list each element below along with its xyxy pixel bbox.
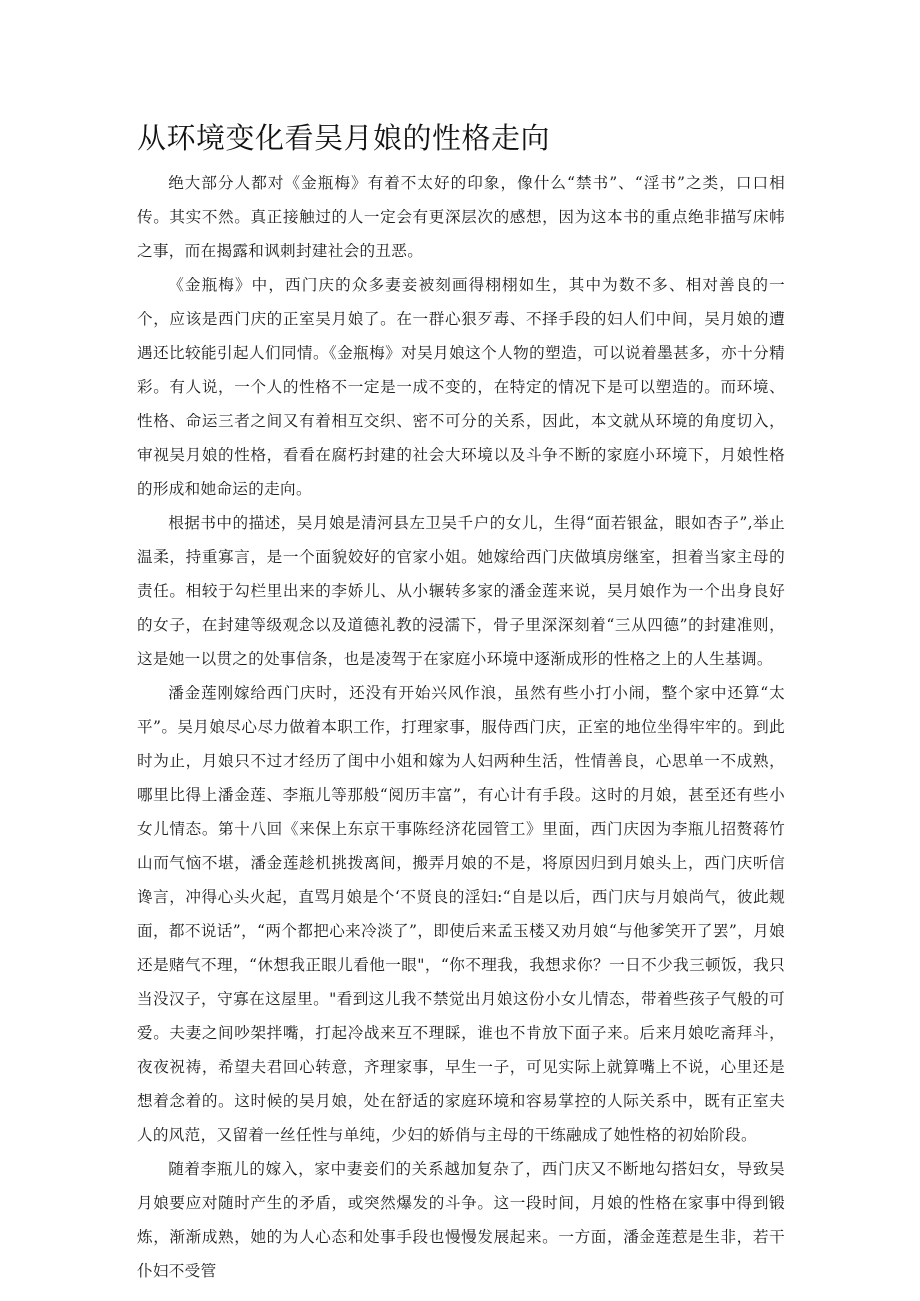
article-body bbox=[137, 166, 785, 1288]
paragraph: 随着李瓶儿的嫁入，家中妻妾们的关系越加复杂了，西门庆又不断地勾搭妇女，导致吴月娘要应对随时产生的矛盾，或突然爆发的斗争。这一段时间，月娘的性格在家事中得到锻炼，渐渐成熟，她的为人心态和处事手段也慢慢发展起来。一方面，潘金莲惹是生非，若干仆妇不受管 bbox=[137, 1160, 785, 1280]
paragraph: 绝大部分人都对《金瓶梅》有着不太好的印象，像什么“禁书”、“淫书”之类，口口相传。其实不然。真正接触过的人一定会有更深层次的感想，因为这本书的重点绝非描写床帏之事，而在揭露和讽刺封建社会的丑恶。 bbox=[137, 174, 785, 260]
article-title: 从环境变化看吴月娘的性格走向 bbox=[137, 121, 551, 155]
paragraph: 根据书中的描述，吴月娘是清河县左卫吴千户的女儿，生得“面若银盆，眼如杏子”,举止温柔，持重寡言，是一个面貌姣好的官家小姐。她嫁给西门庆做填房继室，担着当家主母的责任。相较于勾栏里出来的李娇儿、从小辗转多家的潘金莲来说，吴月娘作为一个出身良好的女子，在封建等级观念以及道德礼教的浸濡下，骨子里深深刻着“三从四德”的封建准则，这是她一以贯之的处事信条，也是凌驾于在家庭小环境中逐渐成形的性格之上的人生基调。 bbox=[137, 514, 785, 668]
paragraph: 潘金莲刚嫁给西门庆时，还没有开始兴风作浪，虽然有些小打小闹，整个家中还算“太平”。吴月娘尽心尽力做着本职工作，打理家事，服侍西门庆，正室的地位坐得牢牢的。到此时为止，月娘只不过才经历了闺中小姐和嫁为人妇两种生活，性情善良，心思单一不成熟，哪里比得上潘金莲、李瓶儿等那般“阅历丰富”，有心计有手段。这时的月娘，甚至还有些小女儿情态。第十八回《来保上东京干事陈经济花园管工》里面，西门庆因为李瓶儿招赘蒋竹山而气恼不堪，潘金莲趁机挑拨离间，搬弄月娘的不是，将原因归到月娘头上，西门庆听信谗言，冲得心头火起，直骂月娘是个‘不贤良的淫妇:“自是以后，西门庆与月娘尚气，彼此觌面，都不说话”，“两个都把心来冷淡了”，即使后来孟玉楼又劝月娘“与他爹笑开了罢”，月娘还是赌气不理，“休想我正眼儿看他一眼"，“你不理我，我想求你？一日不少我三顿饭，我只当没汉子，守寡在这屋里。"看到这儿我不禁觉出月娘这份小女儿情态，带着些孩子气般的可爱。夫妻之间吵架拌嘴，打起冷战来互不理睬，谁也不肯放下面子来。后来月娘吃斋拜斗，夜夜祝祷，希望夫君回心转意，齐理家事，早生一子，可见实际上就算嘴上不说，心里还是想着念着的。这时候的吴月娘，处在舒适的家庭环境和容易掌控的人际关系中，既有正室夫人的风范，又留着一丝任性与单纯，少妇的娇俏与主母的干练融成了她性格的初始阶段。 bbox=[137, 684, 785, 1144]
paragraph: 《金瓶梅》中，西门庆的众多妻妾被刻画得栩栩如生，其中为数不多、相对善良的一个，应该是西门庆的正室吴月娘了。在一群心狠歹毒、不择手段的妇人们中间，吴月娘的遭遇还比较能引起人们同情。《金瓶梅》对吴月娘这个人物的塑造，可以说着墨甚多，亦十分精彩。有人说，一个人的性格不一定是一成不变的，在特定的情况下是可以塑造的。而环境、性格、命运三者之间又有着相互交织、密不可分的关系，因此，本文就从环境的角度切入，审视吴月娘的性格，看看在腐朽封建的社会大环境以及斗争不断的家庭小环境下，月娘性格的形成和她命运的走向。 bbox=[137, 276, 785, 498]
